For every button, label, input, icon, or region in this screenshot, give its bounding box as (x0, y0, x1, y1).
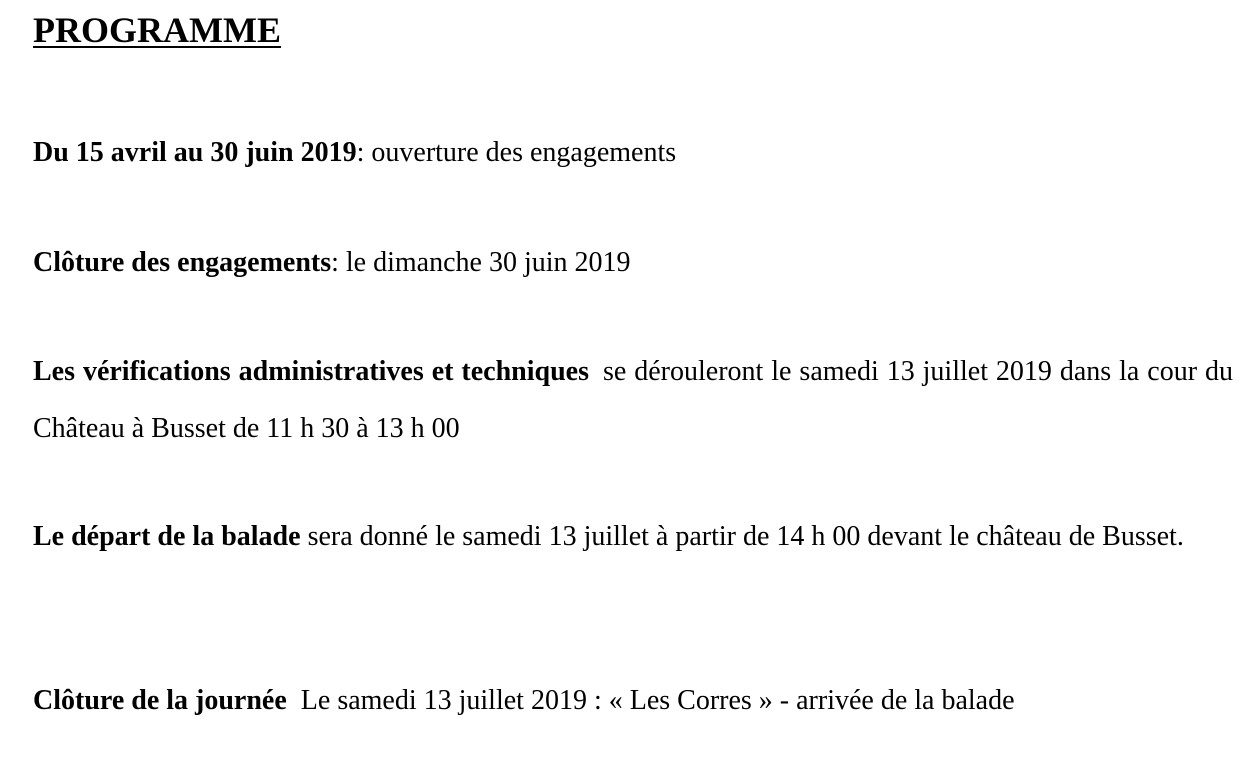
paragraph-text: Le samedi 13 juillet 2019 : « Les Corres » - arrivée de la balade (300, 685, 1015, 716)
paragraph-engagements-opening (33, 135, 1233, 170)
paragraph-text: : ouverture des engagements (356, 137, 677, 168)
paragraph-bold-lead: Le départ de la balade (33, 521, 301, 552)
paragraph-verifications (33, 343, 1233, 457)
paragraph-text: : le dimanche 30 juin 2019 (331, 247, 631, 278)
paragraph-departure (33, 508, 1233, 565)
paragraph-day-closing (33, 683, 1233, 718)
paragraph-bold-lead: Du 15 avril au 30 juin 2019 (33, 137, 357, 168)
paragraph-engagements-closing (33, 245, 1233, 280)
paragraph-bold-lead: Clôture de la journée (33, 685, 287, 716)
paragraph-bold-lead: Clôture des engagements (33, 247, 332, 278)
paragraph-bold-lead: Les vérifications administratives et techniques (33, 356, 589, 387)
paragraph-text: se dérouleront le samedi 13 juillet 2019 dans la cour du Château à Busset de 11 h 30 à 13 h 00 (33, 356, 1234, 444)
page-title: PROGRAMME (33, 10, 281, 50)
paragraph-text: sera donné le samedi 13 juillet à partir de 14 h 00 devant le château de Busset. (300, 521, 1184, 552)
